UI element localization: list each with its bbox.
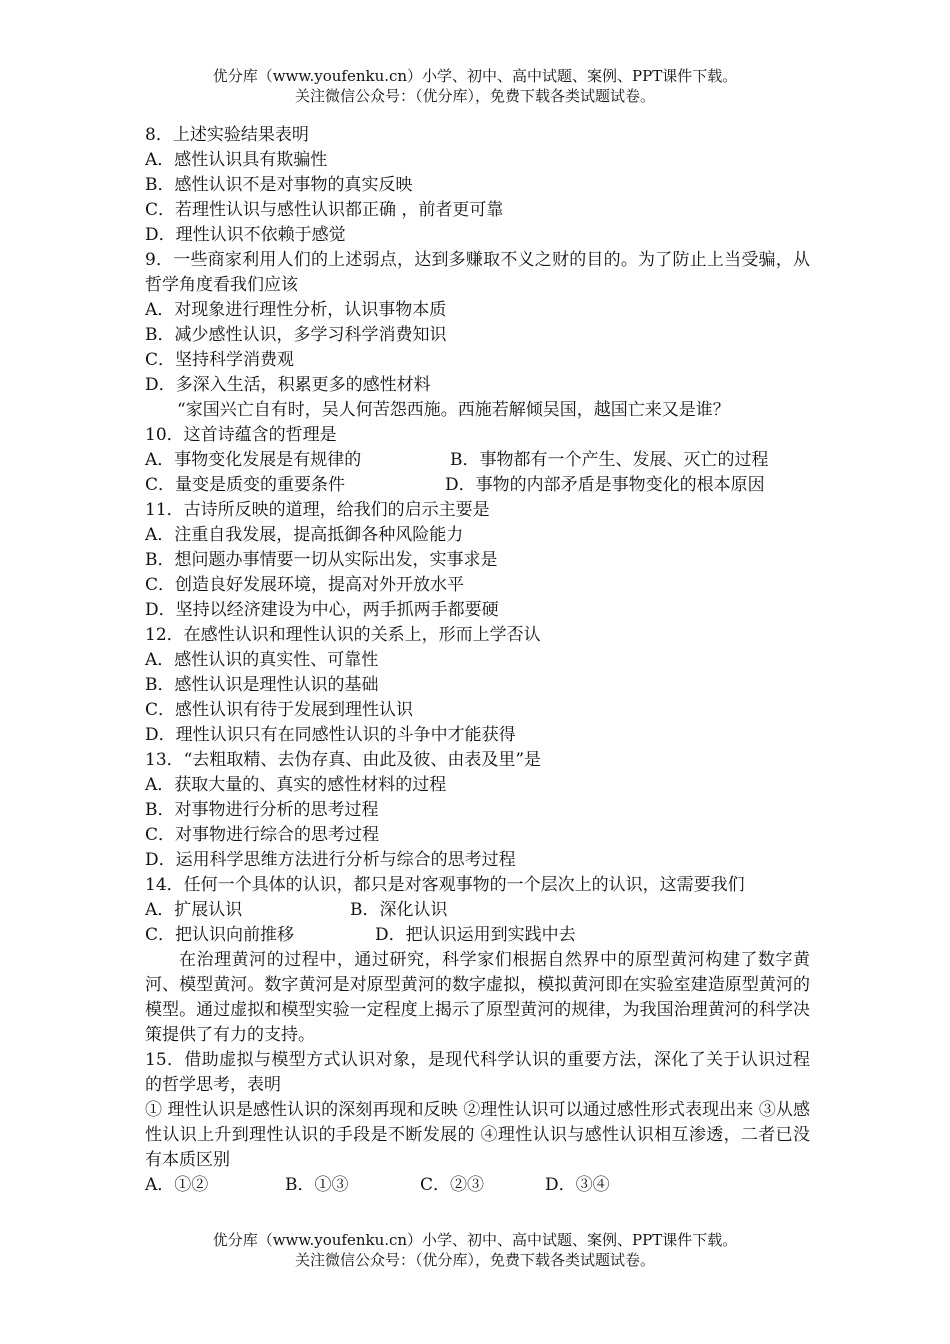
- page-footer: [0, 1230, 950, 1270]
- passage: 在治理黄河的过程中，通过研究，科学家们根据自然界中的原型黄河构建了数字黄河、模型黄河。数字黄河是对原型黄河的数字虚拟，模拟黄河即在实验室建造原型黄河的模型。通过虚拟和模型实验一定程度上揭示了原型黄河的规律，为我国治理黄河的科学决策提供了有力的支持。: [145, 950, 810, 1045]
- q15-option-d: D．③④: [545, 1175, 610, 1195]
- q11-option-b: B．想问题办事情要一切从实际出发，实事求是: [145, 550, 498, 570]
- q14-stem: 14．任何一个具体的认识，都只是对客观事物的一个层次上的认识，这需要我们: [145, 875, 745, 895]
- q9-option-c: C．坚持科学消费观: [145, 350, 295, 370]
- q10-option-d: D．事物的内部矛盾是事物变化的根本原因: [445, 475, 765, 495]
- q11-option-a: A．注重自我发展，提高抵御各种风险能力: [145, 525, 464, 545]
- q15-option-a: A．①②: [145, 1175, 209, 1195]
- q14-option-a: A．扩展认识: [145, 900, 243, 920]
- q15-option-b: B．①③: [285, 1175, 349, 1195]
- q14-options-row-2: [145, 923, 810, 948]
- q14-option-b: B．深化认识: [350, 900, 448, 920]
- page-header: [0, 66, 950, 106]
- q13-option-d: D．运用科学思维方法进行分析与综合的思考过程: [145, 850, 516, 870]
- q11-option-d: D．坚持以经济建设为中心，两手抓两手都要硬: [145, 600, 499, 620]
- q8-option-d: D．理性认识不依赖于感觉: [145, 225, 346, 245]
- q12-option-a: A．感性认识的真实性、可靠性: [145, 650, 379, 670]
- footer-line-2: 关注微信公众号：（优分库），免费下载各类试题试卷。: [294, 1251, 655, 1269]
- q9-option-b: B．减少感性认识，多学习科学消费知识: [145, 325, 447, 345]
- q15-stem: 15．借助虚拟与模型方式认识对象，是现代科学认识的重要方法，深化了关于认识过程的哲学思考，表明: [145, 1050, 810, 1095]
- q12-option-d: D．理性认识只有在同感性认识的斗争中才能获得: [145, 725, 516, 745]
- q13-stem: 13．“去粗取精、去伪存真、由此及彼、由表及里”是: [145, 750, 542, 770]
- q13-option-b: B．对事物进行分析的思考过程: [145, 800, 379, 820]
- q12-option-b: B．感性认识是理性认识的基础: [145, 675, 379, 695]
- q13-option-a: A．获取大量的、真实的感性材料的过程: [145, 775, 447, 795]
- q10-options-row-2: [145, 473, 810, 498]
- header-line-1: 优分库（www.youfenku.cn）小学、初中、高中试题、案例、PPT课件下载。: [212, 67, 738, 85]
- q10-stem: 10．这首诗蕴含的哲理是: [145, 425, 337, 445]
- q10-option-c: C．量变是质变的重要条件: [145, 475, 346, 495]
- q8-option-b: B．感性认识不是对事物的真实反映: [145, 175, 413, 195]
- q12-stem: 12．在感性认识和理性认识的关系上，形而上学否认: [145, 625, 541, 645]
- q10-option-b: B．事物都有一个产生、发展、灭亡的过程: [450, 450, 769, 470]
- q15-options-row: [145, 1173, 810, 1198]
- q8-stem: 8．上述实验结果表明: [145, 125, 309, 145]
- q8-option-c: C．若理性认识与感性认识都正确 ，前者更可靠: [145, 200, 504, 220]
- footer-line-1: 优分库（www.youfenku.cn）小学、初中、高中试题、案例、PPT课件下载。: [212, 1231, 738, 1249]
- q14-option-c: C．把认识向前推移: [145, 925, 295, 945]
- q15-statements: ① 理性认识是感性认识的深刻再现和反映 ②理性认识可以通过感性形式表现出来 ③从感性认识上升到理性认识的手段是不断发展的 ④理性认识与感性认识相互渗透，二者已没有本质区别: [145, 1100, 810, 1170]
- q9-option-d: D．多深入生活，积累更多的感性材料: [145, 375, 431, 395]
- q14-options-row-1: [145, 898, 810, 923]
- q11-option-c: C．创造良好发展环境，提高对外开放水平: [145, 575, 465, 595]
- q12-option-c: C．感性认识有待于发展到理性认识: [145, 700, 414, 720]
- q14-option-d: D．把认识运用到实践中去: [375, 925, 576, 945]
- q8-option-a: A．感性认识具有欺骗性: [145, 150, 328, 170]
- q15-option-c: C．②③: [420, 1175, 485, 1195]
- q10-option-a: A．事物变化发展是有规律的: [145, 450, 362, 470]
- q11-stem: 11．古诗所反映的道理，给我们的启示主要是: [145, 500, 490, 520]
- header-line-2: 关注微信公众号：（优分库），免费下载各类试题试卷。: [294, 87, 655, 105]
- q9-option-a: A．对现象进行理性分析，认识事物本质: [145, 300, 447, 320]
- q13-option-c: C．对事物进行综合的思考过程: [145, 825, 380, 845]
- document-body: [145, 123, 810, 1198]
- q9-stem: 9．一些商家利用人们的上述弱点，达到多赚取不义之财的目的。为了防止上当受骗，从哲学角度看我们应该: [145, 250, 810, 295]
- poem-line: “家国兴亡自有时，吴人何苦怨西施。西施若解倾吴国，越国亡来又是谁？: [177, 400, 730, 420]
- q10-options-row-1: [145, 448, 810, 473]
